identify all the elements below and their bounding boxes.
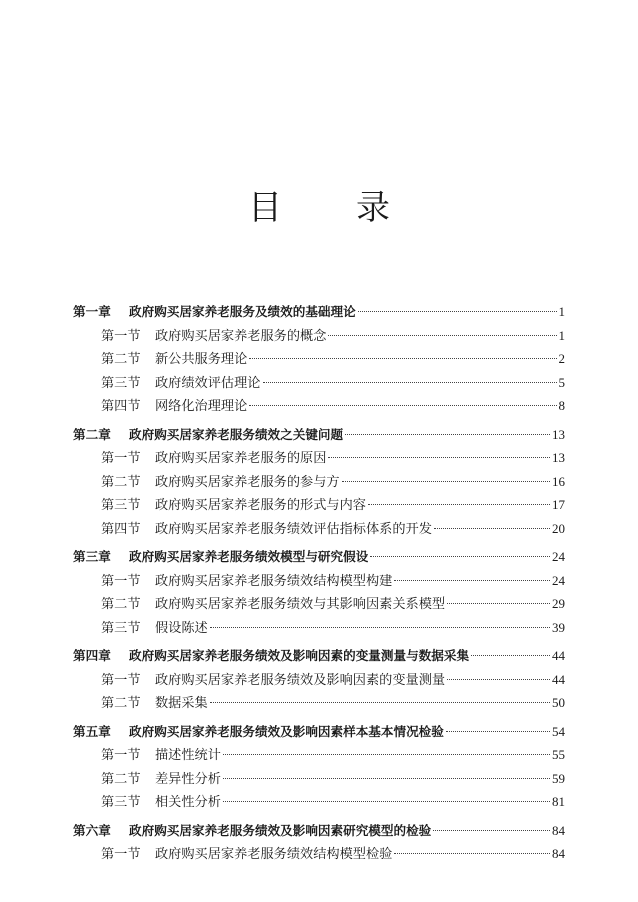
toc-chapter: [73, 423, 565, 541]
toc-section-entry-number: 第三节: [101, 795, 141, 810]
toc-section-entry-title: 政府购买居家养老服务绩效及影响因素的变量测量: [155, 672, 446, 688]
toc-section-entry-title: 描述性统计: [155, 748, 221, 763]
toc-chapter-entry-number: 第一章: [73, 304, 111, 319]
toc-section-entry[interactable]: [73, 569, 565, 593]
toc-chapter-entry-number: 第二章: [73, 426, 111, 442]
dot-leader: [342, 481, 550, 482]
dot-leader: [210, 627, 550, 628]
toc-section-entry-title: 政府购买居家养老服务绩效结构模型构建: [155, 573, 393, 589]
toc-section-entry-title: 政府购买居家养老服务的概念: [155, 328, 327, 344]
toc-section-entry-page-number: 59: [552, 770, 565, 786]
toc-section-entry[interactable]: [73, 790, 565, 814]
toc-chapter: [73, 819, 565, 866]
dot-leader: [223, 778, 550, 779]
toc-section-entry-page-number: 39: [552, 619, 565, 635]
toc-section-entry-title: 政府购买居家养老服务绩效与其影响因素关系模型: [155, 597, 446, 612]
dot-leader: [328, 335, 556, 336]
toc-chapter-entry-page-number: 1: [558, 304, 565, 319]
toc-chapter: [73, 644, 565, 715]
toc-section-entry[interactable]: [73, 842, 565, 866]
dot-leader: [249, 358, 556, 359]
toc-chapter: [73, 720, 565, 814]
toc-chapter-entry-number: 第三章: [73, 549, 111, 564]
toc-section-entry[interactable]: [73, 668, 565, 692]
toc-section-entry-number: 第三节: [101, 620, 141, 636]
toc-section-entry[interactable]: [73, 394, 565, 418]
dot-leader: [394, 580, 550, 581]
toc-chapter-entry[interactable]: [73, 644, 565, 668]
dot-leader: [249, 405, 556, 406]
toc-section-entry[interactable]: [73, 592, 565, 616]
toc-chapter-entry-title: 政府购买居家养老服务及绩效的基础理论: [129, 304, 356, 319]
toc-chapter-entry-number: 第六章: [73, 822, 111, 838]
toc-section-entry-title: 政府绩效评估理论: [155, 375, 261, 391]
toc-chapter-entry-number: 第五章: [73, 723, 111, 739]
toc-section-entry-page-number: 24: [552, 572, 565, 588]
title-char-1: 目: [248, 188, 282, 228]
page-title: [0, 180, 638, 229]
toc-section-entry[interactable]: [73, 347, 565, 371]
toc-chapter-entry-number: 第四章: [73, 648, 111, 663]
title-char-2: 录: [356, 188, 390, 228]
toc-section-entry-page-number: 5: [558, 374, 565, 390]
dot-leader: [433, 830, 550, 831]
dot-leader: [447, 679, 550, 680]
toc-chapter-entry-title: 政府购买居家养老服务绩效及影响因素的变量测量与数据采集: [129, 648, 470, 663]
toc-chapter-entry-title: 政府购买居家养老服务绩效及影响因素研究模型的检验: [129, 822, 432, 838]
toc-chapter-entry[interactable]: [73, 545, 565, 569]
toc-chapter-entry-page-number: 24: [552, 549, 565, 564]
toc-section-entry[interactable]: [73, 324, 565, 348]
toc-section-entry-title: 政府购买居家养老服务的形式与内容: [155, 498, 366, 513]
toc-section-entry-number: 第四节: [101, 521, 141, 537]
dot-leader: [447, 603, 550, 604]
toc-section-entry-number: 第一节: [101, 573, 141, 589]
toc-section-entry-page-number: 20: [552, 520, 565, 536]
dot-leader: [358, 311, 557, 312]
toc-section-entry-title: 数据采集: [155, 696, 208, 711]
toc-section-entry[interactable]: [73, 470, 565, 494]
toc-section-entry[interactable]: [73, 743, 565, 767]
toc-chapter-entry-title: 政府购买居家养老服务绩效及影响因素样本基本情况检验: [129, 723, 444, 739]
toc-section-entry-number: 第一节: [101, 748, 141, 763]
toc-section-entry-title: 相关性分析: [155, 795, 221, 810]
toc-section-entry-page-number: 17: [552, 497, 565, 512]
toc-section-entry[interactable]: [73, 446, 565, 470]
toc-section-entry-page-number: 29: [552, 596, 565, 611]
toc-section-entry-number: 第一节: [101, 672, 141, 688]
toc-section-entry-title: 政府购买居家养老服务绩效评估指标体系的开发: [155, 521, 432, 537]
toc-section-entry-page-number: 2: [558, 351, 565, 366]
dot-leader: [434, 528, 550, 529]
toc-section-entry[interactable]: [73, 616, 565, 640]
toc-section-entry-number: 第一节: [101, 847, 141, 862]
toc-section-entry-page-number: 1: [558, 327, 565, 343]
toc-section-entry-number: 第二节: [101, 597, 141, 612]
toc-chapter-entry-page-number: 44: [552, 648, 565, 663]
toc-section-entry-page-number: 84: [552, 846, 565, 861]
toc-section-entry-title: 新公共服务理论: [155, 352, 248, 367]
toc-section-entry-page-number: 50: [552, 695, 565, 710]
dot-leader: [370, 556, 550, 557]
dot-leader: [223, 801, 550, 802]
toc-section-entry[interactable]: [73, 371, 565, 395]
toc-section-entry[interactable]: [73, 767, 565, 791]
toc-chapter-entry-title: 政府购买居家养老服务绩效之关键问题: [129, 426, 344, 442]
dot-leader: [471, 655, 550, 656]
dot-leader: [210, 702, 550, 703]
toc-section-entry[interactable]: [73, 517, 565, 541]
toc-section-entry-number: 第四节: [101, 399, 141, 414]
dot-leader: [446, 731, 550, 732]
dot-leader: [394, 853, 550, 854]
dot-leader: [368, 504, 550, 505]
dot-leader: [345, 434, 550, 435]
toc-section-entry[interactable]: [73, 691, 565, 715]
toc-chapter-entry-page-number: 84: [552, 822, 565, 838]
toc-section-entry-title: 网络化治理理论: [155, 399, 248, 414]
toc-section-entry-title: 差异性分析: [155, 771, 221, 787]
dot-leader: [328, 457, 550, 458]
toc-chapter-entry[interactable]: [73, 300, 565, 324]
dot-leader: [223, 754, 550, 755]
toc-section-entry-page-number: 16: [552, 473, 565, 489]
toc-section-entry-page-number: 55: [552, 747, 565, 762]
toc-section-entry-number: 第二节: [101, 474, 141, 490]
toc-section-entry-page-number: 44: [552, 671, 565, 687]
table-of-contents: [73, 300, 565, 871]
toc-chapter-entry[interactable]: [73, 720, 565, 744]
toc-chapter-entry-title: 政府购买居家养老服务绩效模型与研究假设: [129, 549, 369, 564]
toc-chapter-entry[interactable]: [73, 423, 565, 447]
toc-chapter-entry-page-number: 54: [552, 723, 565, 739]
dot-leader: [263, 382, 557, 383]
toc-section-entry-title: 假设陈述: [155, 620, 208, 636]
toc-chapter-entry-page-number: 13: [552, 426, 565, 442]
toc-chapter: [73, 545, 565, 639]
toc-section-entry-page-number: 13: [552, 450, 565, 465]
toc-section-entry[interactable]: [73, 493, 565, 517]
toc-section-entry-number: 第二节: [101, 352, 141, 367]
toc-section-entry-number: 第一节: [101, 328, 141, 344]
toc-section-entry-number: 第三节: [101, 375, 141, 391]
toc-section-entry-number: 第二节: [101, 696, 141, 711]
toc-section-entry-page-number: 8: [558, 398, 565, 413]
toc-section-entry-number: 第二节: [101, 771, 141, 787]
toc-section-entry-title: 政府购买居家养老服务的参与方: [155, 474, 340, 490]
toc-chapter-entry[interactable]: [73, 819, 565, 843]
toc-section-entry-title: 政府购买居家养老服务绩效结构模型检验: [155, 847, 393, 862]
toc-section-entry-number: 第一节: [101, 451, 141, 466]
toc-section-entry-title: 政府购买居家养老服务的原因: [155, 451, 327, 466]
toc-section-entry-number: 第三节: [101, 498, 141, 513]
toc-section-entry-page-number: 81: [552, 794, 565, 809]
toc-chapter: [73, 300, 565, 418]
